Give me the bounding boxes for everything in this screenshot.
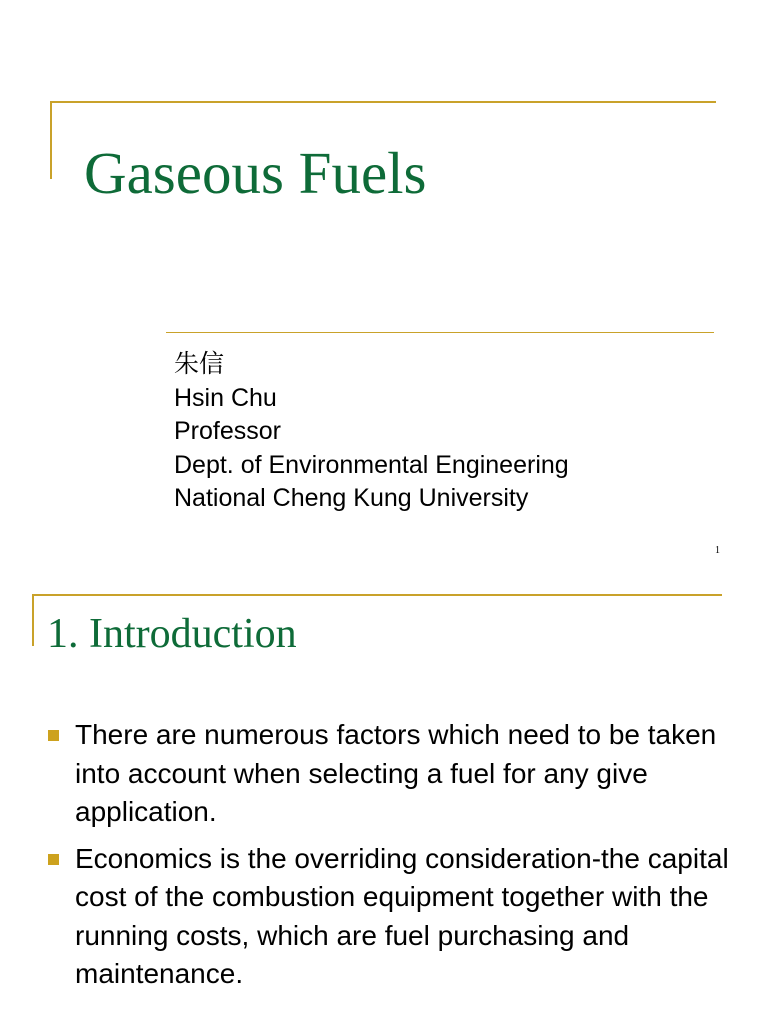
subtitle-rule	[166, 332, 714, 333]
square-bullet-icon	[48, 854, 59, 865]
bullet-list	[46, 716, 736, 1002]
author-university: National Cheng Kung University	[174, 484, 529, 512]
title-top-rule	[50, 101, 716, 103]
slide-title: Gaseous Fuels	[84, 140, 427, 206]
bullet-text: There are numerous factors which need to be taken into account when selecting a fuel for any give application.	[75, 719, 717, 827]
title-left-rule	[50, 101, 52, 179]
list-item	[46, 716, 736, 832]
list-item	[46, 840, 736, 994]
section-title: 1. Introduction	[47, 611, 297, 657]
bullet-text: Economics is the overriding consideration-the capital cost of the combustion equipment together with the running costs, which are fuel purchasing and maintenance.	[75, 842, 729, 989]
section-top-rule	[32, 594, 722, 596]
page-number: 1	[715, 545, 720, 556]
author-position: Professor	[174, 417, 281, 445]
author-info	[174, 348, 569, 516]
author-department: Dept. of Environmental Engineering	[174, 450, 569, 479]
author-name: Hsin Chu	[174, 383, 277, 412]
section-left-rule	[32, 594, 34, 646]
square-bullet-icon	[48, 730, 59, 741]
introduction-slide	[0, 572, 768, 1024]
author-chinese-name: 朱信	[174, 350, 225, 378]
